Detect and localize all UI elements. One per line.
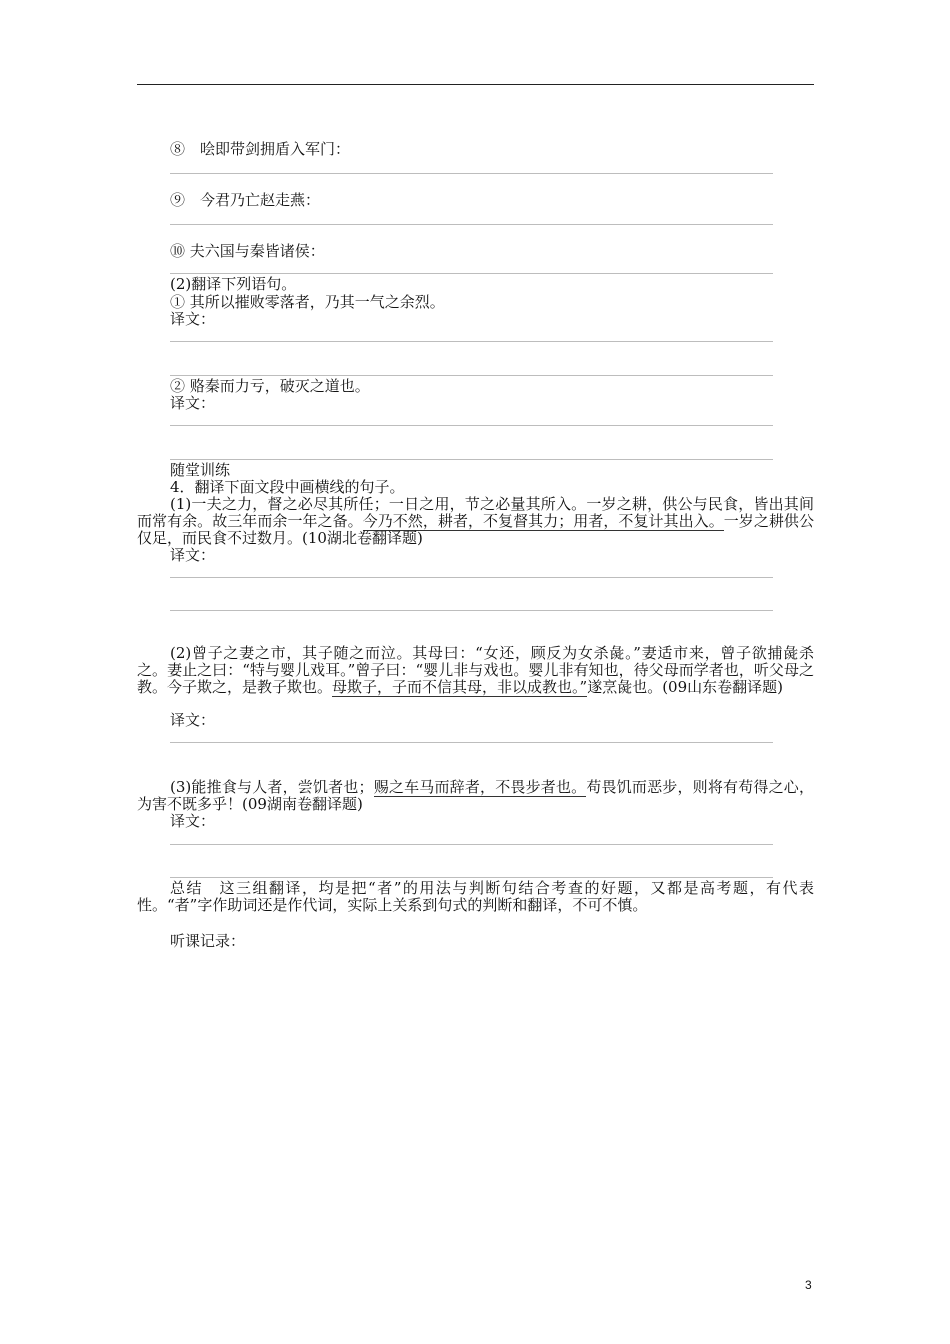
question-4: 4．翻译下面文段中画横线的句子。 [170,478,405,496]
practice-heading: 随堂训练 [170,461,231,479]
translation-label: 译文： [170,310,216,328]
item-10: ⑩ 夫六国与秦皆诸侯： [170,242,325,260]
class-notes-label: 听课记录： [170,932,246,950]
passage-text: (2)曾子之妻之市，其子随之而泣。其母曰：“女还，顾反为女杀彘。”妻适市来，曾子欲捕彘杀之。妻止之曰：“特与婴儿戏耳。”曾子曰：“婴儿非与戏也。婴儿非有知也，待父母而学者也，听父母之教。今子欺之，是教子欺也。 [137,644,814,696]
answer-line[interactable] [170,577,773,578]
passage-text: (1)一夫之力，督之必尽其所任；一日之用，节之必量其所入。一岁之耕，供公与民食，皆出其间而常有余。故三年而余一年之备。 [137,495,814,530]
answer-line[interactable] [170,173,773,174]
underlined-sentence: 赐之车马而辞者，不畏步者也。 [373,778,587,796]
answer-line[interactable] [170,844,773,845]
passage-text: 遂烹彘也。(09山东卷翻译题) [587,678,783,696]
passage-text: 苟畏饥而恶步，则将有苟得之心，为害不既多乎！(09湖南卷翻译题) [137,778,814,813]
passage-text: 一岁之耕供公仅足，而民食不过数月。(10湖北卷翻译题) [137,512,814,547]
header-rule [137,84,814,85]
passage-text: (3)能推食与人者，尝饥者也； [170,778,374,796]
underlined-sentence: 今乃不然，耕者，不复督其力；用者，不复计其出入。 [362,512,724,530]
answer-line[interactable] [170,742,773,743]
item-9: ⑨ 今君乃亡赵走燕： [170,191,321,209]
translation-label: 译文： [170,711,216,729]
answer-line[interactable] [170,425,773,426]
translation-label: 译文： [170,546,216,564]
q2-sentence-1: ① 其所以摧败零落者，乃其一气之余烈。 [170,293,445,311]
translation-label: 译文： [170,812,216,830]
passage-3 [137,779,814,813]
answer-line[interactable] [170,273,773,274]
q2-sentence-2: ② 赂秦而力亏，破灭之道也。 [170,377,370,395]
answer-line[interactable] [170,877,773,878]
summary: 总结 这三组翻译，均是把“者”的用法与判断句结合考查的好题，又都是高考题，有代表性。“者”字作助词还是作代词，实际上关系到句式的判断和翻译，不可不慎。 [137,879,814,914]
answer-line[interactable] [170,375,773,376]
answer-line[interactable] [170,459,773,460]
answer-line[interactable] [170,341,773,342]
underlined-sentence: 母欺子，子而不信其母，非以成教也。” [332,678,588,696]
translation-label: 译文： [170,394,216,412]
item-8: ⑧ 哙即带剑拥盾入军门： [170,140,351,158]
answer-line[interactable] [170,224,773,225]
q2-heading: (2)翻译下列语句。 [170,275,297,293]
passage-1 [137,496,814,547]
answer-line[interactable] [170,610,773,611]
passage-2 [137,645,814,696]
page-number: 3 [805,1278,812,1292]
